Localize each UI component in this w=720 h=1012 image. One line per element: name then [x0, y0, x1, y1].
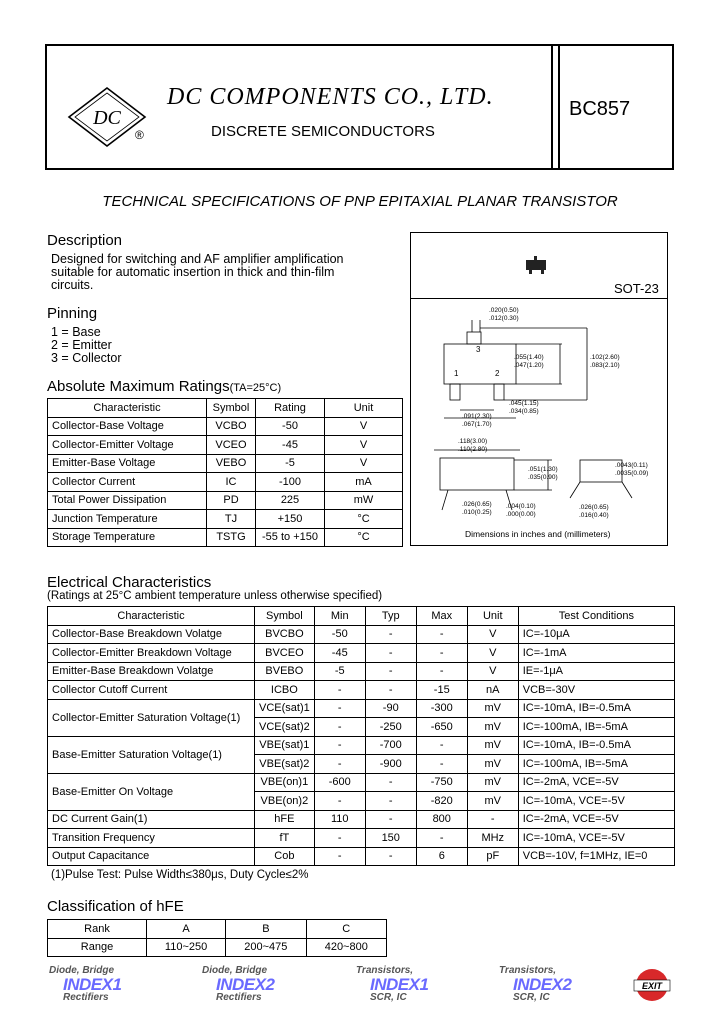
dimension-label: .035(0.90) — [528, 474, 558, 481]
table-row — [48, 491, 403, 510]
header-box — [45, 44, 674, 170]
dimension-label: .026(0.65) — [579, 504, 609, 511]
cell: -55 to +150 — [256, 528, 325, 547]
dimension-label: .0043(0.11) — [615, 462, 648, 469]
pin-number: 3 — [476, 345, 481, 354]
max-cell: -650 — [416, 718, 467, 737]
package-name: SOT-23 — [614, 281, 659, 296]
table-row — [48, 662, 675, 681]
table-row — [48, 417, 403, 436]
sym-cell: VBE(on)2 — [255, 792, 315, 811]
table-header-row — [48, 607, 675, 626]
dimension-label: .045(1.15) — [509, 400, 539, 407]
table-header-row — [48, 920, 387, 939]
cond-cell: IC=-100mA, IB=-5mA — [518, 718, 674, 737]
link-index: INDEX1 — [370, 975, 429, 994]
cell: Range — [48, 938, 147, 957]
typ-cell: -90 — [365, 699, 416, 718]
link-bottom: SCR, IC — [513, 992, 550, 1003]
cell: Emitter-Base Voltage — [48, 454, 207, 473]
package-divider — [411, 298, 667, 299]
unit-cell: mV — [467, 718, 518, 737]
cell: °C — [325, 510, 403, 529]
pinning-list — [51, 326, 122, 365]
col-header: Symbol — [255, 607, 315, 626]
typ-cell: -700 — [365, 736, 416, 755]
col-header: Min — [314, 607, 365, 626]
dimension-label: .010(0.25) — [462, 509, 492, 516]
electrical-heading: Electrical Characteristics — [47, 574, 212, 591]
typ-cell: - — [365, 625, 416, 644]
max-cell: - — [416, 755, 467, 774]
max-cell: - — [416, 662, 467, 681]
sym-cell: VCE(sat)2 — [255, 718, 315, 737]
characteristic-cell: Collector-Emitter Saturation Voltage(1) — [48, 699, 255, 736]
characteristic-cell: DC Current Gain(1) — [48, 810, 255, 829]
col-header: Symbol — [207, 399, 256, 418]
part-number: BC857 — [569, 98, 631, 120]
table-row — [48, 473, 403, 492]
max-cell: -15 — [416, 681, 467, 700]
max-cell: - — [416, 829, 467, 848]
cond-cell: IE=-1μA — [518, 662, 674, 681]
unit-cell: MHz — [467, 829, 518, 848]
min-cell: - — [314, 792, 365, 811]
typ-cell: - — [365, 847, 416, 866]
sym-cell: BVCEO — [255, 644, 315, 663]
max-cell: -750 — [416, 773, 467, 792]
sym-cell: VBE(on)1 — [255, 773, 315, 792]
min-cell: - — [314, 736, 365, 755]
cell: PD — [207, 491, 256, 510]
typ-cell: - — [365, 681, 416, 700]
cond-cell: IC=-100mA, IB=-5mA — [518, 755, 674, 774]
abs-max-heading-row — [47, 378, 281, 396]
pinning-heading: Pinning — [47, 305, 98, 322]
col-header: Unit — [467, 607, 518, 626]
link-bottom: Rectifiers — [63, 992, 109, 1003]
link-top: Transistors, — [356, 965, 414, 976]
pin-number: 2 — [495, 369, 500, 378]
page-title: TECHNICAL SPECIFICATIONS OF PNP EPITAXIAL PLANAR TRANSISTOR — [102, 193, 618, 210]
dimension-note: Dimensions in inches and (millimeters) — [465, 529, 611, 539]
min-cell: - — [314, 847, 365, 866]
col-header: Rating — [256, 399, 325, 418]
unit-cell: nA — [467, 681, 518, 700]
cond-cell: IC=-10mA, VCE=-5V — [518, 829, 674, 848]
min-cell: - — [314, 829, 365, 848]
exit-button[interactable] — [632, 967, 672, 1003]
table-row — [48, 681, 675, 700]
unit-cell: mV — [467, 699, 518, 718]
index-link-diode-1[interactable] — [45, 965, 141, 1005]
dimension-label: .0035(0.09) — [615, 470, 649, 477]
typ-cell: - — [365, 792, 416, 811]
cell: Storage Temperature — [48, 528, 207, 547]
description-line: suitable for automatic insertion in thick and thin-film — [51, 265, 335, 279]
col-header: Unit — [325, 399, 403, 418]
cell: V — [325, 417, 403, 436]
sym-cell: VBE(sat)1 — [255, 736, 315, 755]
unit-cell: mV — [467, 736, 518, 755]
col-header: Characteristic — [48, 607, 255, 626]
dimension-label: .102(2.60) — [590, 354, 620, 361]
index-link-transistor-1[interactable] — [352, 965, 448, 1005]
typ-cell: - — [365, 810, 416, 829]
dimension-label: .055(1.40) — [514, 354, 544, 361]
electrical-table — [47, 606, 675, 866]
characteristic-cell: Base-Emitter Saturation Voltage(1) — [48, 736, 255, 773]
cell: VCEO — [207, 436, 256, 455]
min-cell: 110 — [314, 810, 365, 829]
min-cell: -45 — [314, 644, 365, 663]
typ-cell: -250 — [365, 718, 416, 737]
link-bottom: Rectifiers — [216, 992, 262, 1003]
electrical-subheading: (Ratings at 25°C ambient temperature unless otherwise specified) — [47, 590, 383, 602]
characteristic-cell: Collector Cutoff Current — [48, 681, 255, 700]
table-row — [48, 644, 675, 663]
cell: 110~250 — [147, 938, 226, 957]
max-cell: -300 — [416, 699, 467, 718]
characteristic-cell: Output Capacitance — [48, 847, 255, 866]
table-row — [48, 528, 403, 547]
min-cell: - — [314, 755, 365, 774]
max-cell: 6 — [416, 847, 467, 866]
cond-cell: VCB=-10V, f=1MHz, IE=0 — [518, 847, 674, 866]
sym-cell: fT — [255, 829, 315, 848]
table-row — [48, 699, 675, 718]
cond-cell: IC=-1mA — [518, 644, 674, 663]
col-header: C — [306, 920, 386, 939]
max-cell: 800 — [416, 810, 467, 829]
cell: IC — [207, 473, 256, 492]
cond-cell: IC=-10mA, IB=-0.5mA — [518, 699, 674, 718]
description-line: Designed for switching and AF amplifier amplification — [51, 252, 344, 266]
pin-item: 2 = Emitter — [51, 338, 112, 352]
characteristic-cell: Emitter-Base Breakdown Volatge — [48, 662, 255, 681]
abs-max-table — [47, 398, 403, 547]
cell: TJ — [207, 510, 256, 529]
pulse-test-footnote: (1)Pulse Test: Pulse Width≤380μs, Duty Cycle≤2% — [51, 869, 309, 881]
abs-max-heading: Absolute Maximum Ratings — [47, 378, 230, 395]
max-cell: - — [416, 625, 467, 644]
table-row — [48, 938, 387, 957]
table-row — [48, 454, 403, 473]
typ-cell: - — [365, 662, 416, 681]
table-row — [48, 829, 675, 848]
cond-cell: IC=-10mA, IB=-0.5mA — [518, 736, 674, 755]
sym-cell: ICBO — [255, 681, 315, 700]
cond-cell: IC=-2mA, VCE=-5V — [518, 773, 674, 792]
sym-cell: hFE — [255, 810, 315, 829]
cell: °C — [325, 528, 403, 547]
table-row — [48, 847, 675, 866]
unit-cell: pF — [467, 847, 518, 866]
cell: V — [325, 436, 403, 455]
cell: -45 — [256, 436, 325, 455]
index-link-transistor-2[interactable] — [495, 965, 591, 1005]
unit-cell: mV — [467, 773, 518, 792]
link-top: Diode, Bridge — [49, 965, 115, 976]
classification-table — [47, 919, 387, 957]
typ-cell: 150 — [365, 829, 416, 848]
sym-cell: BVEBO — [255, 662, 315, 681]
cell: Junction Temperature — [48, 510, 207, 529]
typ-cell: - — [365, 773, 416, 792]
pin-item: 3 = Collector — [51, 351, 122, 365]
characteristic-cell: Base-Emitter On Voltage — [48, 773, 255, 810]
unit-cell: V — [467, 644, 518, 663]
cell: 420~800 — [306, 938, 386, 957]
cond-cell: IC=-2mA, VCE=-5V — [518, 810, 674, 829]
unit-cell: - — [467, 810, 518, 829]
min-cell: -50 — [314, 625, 365, 644]
min-cell: -5 — [314, 662, 365, 681]
link-index: INDEX1 — [63, 975, 122, 994]
package-dimension-drawing — [412, 300, 666, 525]
cell: V — [325, 454, 403, 473]
description-text — [51, 253, 344, 292]
col-header: Test Conditions — [518, 607, 674, 626]
dimension-label: .083(2.10) — [590, 362, 620, 369]
min-cell: - — [314, 699, 365, 718]
sot23-package-icon — [522, 255, 552, 277]
col-header: Max — [416, 607, 467, 626]
dimension-label: .034(0.85) — [509, 408, 539, 415]
min-cell: -600 — [314, 773, 365, 792]
unit-cell: mV — [467, 792, 518, 811]
col-header: A — [147, 920, 226, 939]
link-index: INDEX2 — [216, 975, 275, 994]
cell: Total Power Dissipation — [48, 491, 207, 510]
dimension-label: .026(0.65) — [462, 501, 492, 508]
min-cell: - — [314, 681, 365, 700]
dimension-label: .110(2.80) — [458, 446, 488, 453]
col-header: Rank — [48, 920, 147, 939]
characteristic-cell: Collector-Base Breakdown Volatge — [48, 625, 255, 644]
dimension-label: .016(0.40) — [579, 512, 609, 519]
cell: +150 — [256, 510, 325, 529]
cell: VCBO — [207, 417, 256, 436]
cell: 225 — [256, 491, 325, 510]
abs-max-condition: (TA=25°C) — [229, 382, 282, 394]
dimension-label: .000(0.00) — [506, 511, 536, 518]
cell: -100 — [256, 473, 325, 492]
cond-cell: VCB=-30V — [518, 681, 674, 700]
header-divider — [558, 46, 560, 168]
col-header: Characteristic — [48, 399, 207, 418]
registered-mark: ® — [135, 128, 144, 142]
link-top: Transistors, — [499, 965, 557, 976]
sym-cell: VCE(sat)1 — [255, 699, 315, 718]
table-row — [48, 436, 403, 455]
cell: VEBO — [207, 454, 256, 473]
company-name: DC COMPONENTS CO., LTD. — [167, 84, 494, 110]
characteristic-cell: Collector-Emitter Breakdown Voltage — [48, 644, 255, 663]
cell: Collector Current — [48, 473, 207, 492]
cell: TSTG — [207, 528, 256, 547]
dimension-label: .067(1.70) — [462, 421, 492, 428]
dimension-label: .047(1.20) — [514, 362, 544, 369]
index-link-diode-2[interactable] — [198, 965, 294, 1005]
unit-cell: V — [467, 625, 518, 644]
typ-cell: - — [365, 644, 416, 663]
table-row — [48, 810, 675, 829]
unit-cell: mV — [467, 755, 518, 774]
cell: -5 — [256, 454, 325, 473]
col-header: B — [226, 920, 306, 939]
cell: Collector-Emitter Voltage — [48, 436, 207, 455]
pin-number: 1 — [454, 369, 459, 378]
description-heading: Description — [47, 232, 123, 249]
min-cell: - — [314, 718, 365, 737]
table-row — [48, 510, 403, 529]
classification-heading: Classification of hFE — [47, 898, 184, 915]
description-line: circuits. — [51, 278, 94, 292]
max-cell: -820 — [416, 792, 467, 811]
sym-cell: VBE(sat)2 — [255, 755, 315, 774]
link-top: Diode, Bridge — [202, 965, 268, 976]
table-row — [48, 625, 675, 644]
dimension-label: .004(0.10) — [506, 503, 536, 510]
cell: Collector-Base Voltage — [48, 417, 207, 436]
cond-cell: IC=-10μA — [518, 625, 674, 644]
link-bottom: SCR, IC — [370, 992, 407, 1003]
cell: mA — [325, 473, 403, 492]
dimension-label: .020(0.50) — [489, 307, 519, 314]
cell: 200~475 — [226, 938, 306, 957]
footer-navigation — [40, 965, 680, 1005]
cond-cell: IC=-10mA, VCE=-5V — [518, 792, 674, 811]
division-name: DISCRETE SEMICONDUCTORS — [211, 123, 435, 140]
max-cell: - — [416, 736, 467, 755]
table-row — [48, 773, 675, 792]
logo-text: DC — [93, 107, 121, 129]
dimension-label: .051(1.30) — [528, 466, 558, 473]
characteristic-cell: Transition Frequency — [48, 829, 255, 848]
cell: -50 — [256, 417, 325, 436]
exit-label: EXIT — [641, 981, 663, 991]
sym-cell: BVCBO — [255, 625, 315, 644]
dimension-label: .091(2.30) — [462, 413, 492, 420]
typ-cell: -900 — [365, 755, 416, 774]
max-cell: - — [416, 644, 467, 663]
col-header: Typ — [365, 607, 416, 626]
pin-item: 1 = Base — [51, 325, 101, 339]
cell: mW — [325, 491, 403, 510]
unit-cell: V — [467, 662, 518, 681]
dimension-label: .012(0.30) — [489, 315, 519, 322]
dimension-label: .118(3.00) — [458, 438, 488, 445]
table-header-row — [48, 399, 403, 418]
header-divider — [551, 46, 553, 168]
sym-cell: Cob — [255, 847, 315, 866]
table-row — [48, 736, 675, 755]
link-index: INDEX2 — [513, 975, 572, 994]
